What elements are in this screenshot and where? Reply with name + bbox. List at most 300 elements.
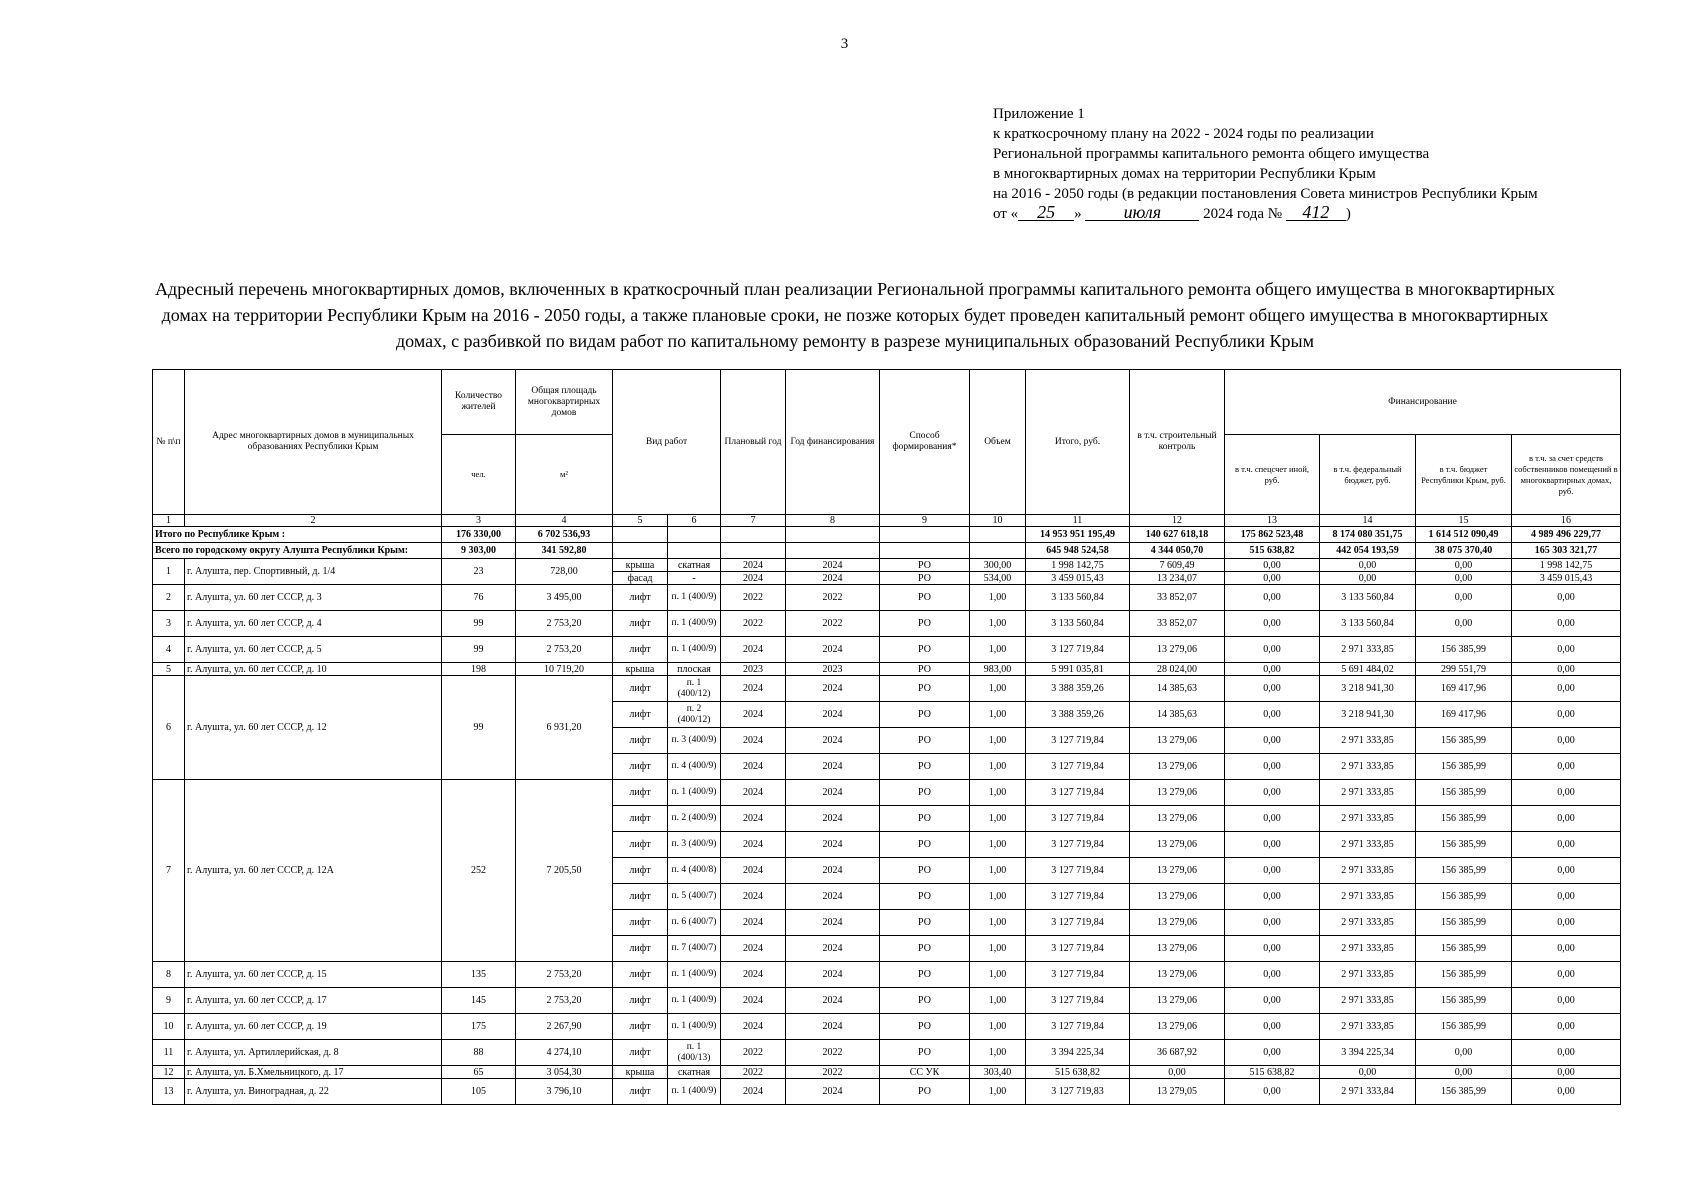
empty-cell — [668, 543, 721, 559]
date-prefix: от « — [993, 206, 1019, 222]
summary-label: Итого по Республике Крым : — [153, 527, 442, 543]
header-owners: в т.ч. за счет средств собственников помещений в многоквартирных домах, руб. — [1512, 435, 1621, 515]
date-month-handwritten: июля — [1085, 204, 1199, 221]
work-type: лифт — [613, 1014, 668, 1040]
house-num: 4 — [153, 637, 185, 663]
work-subtype: п. 1 (400/9) — [668, 611, 721, 637]
work-plan: 2022 — [721, 1040, 786, 1066]
work-control: 33 852,07 — [1130, 611, 1225, 637]
work-total: 3 127 719,84 — [1026, 858, 1130, 884]
work-fin: 2024 — [786, 806, 880, 832]
work-regional: 156 385,99 — [1416, 858, 1512, 884]
house-address: г. Алушта, ул. 60 лет СССР, д. 4 — [185, 611, 442, 637]
work-plan: 2024 — [721, 1079, 786, 1105]
work-federal: 3 394 225,34 — [1320, 1040, 1416, 1066]
work-total: 3 388 359,26 — [1026, 702, 1130, 728]
work-method: РО — [880, 663, 970, 676]
house-residents: 175 — [442, 1014, 516, 1040]
house-area: 10 719,20 — [516, 663, 613, 676]
work-fin: 2024 — [786, 988, 880, 1014]
empty-cell — [786, 543, 880, 559]
work-subtype: п. 1 (400/9) — [668, 1079, 721, 1105]
work-method: РО — [880, 806, 970, 832]
house-area: 2 267,90 — [516, 1014, 613, 1040]
summary-residents: 9 303,00 — [442, 543, 516, 559]
work-fin: 2024 — [786, 572, 880, 585]
work-volume: 300,00 — [970, 559, 1026, 572]
header-method: Способ формирования* — [880, 370, 970, 515]
work-method: РО — [880, 585, 970, 611]
appendix-line: Приложение 1 — [993, 106, 1085, 122]
work-plan: 2024 — [721, 780, 786, 806]
house-residents: 135 — [442, 962, 516, 988]
work-owners: 0,00 — [1512, 806, 1621, 832]
work-fin: 2024 — [786, 676, 880, 702]
house-num: 1 — [153, 559, 185, 585]
work-fin: 2024 — [786, 832, 880, 858]
work-owners: 0,00 — [1512, 611, 1621, 637]
work-control: 14 385,63 — [1130, 676, 1225, 702]
house-residents: 88 — [442, 1040, 516, 1066]
house-address: г. Алушта, ул. 60 лет СССР, д. 19 — [185, 1014, 442, 1040]
work-regional: 156 385,99 — [1416, 936, 1512, 962]
doc-number-handwritten: 412 — [1286, 204, 1346, 221]
work-owners: 0,00 — [1512, 1066, 1621, 1079]
work-spec: 0,00 — [1225, 559, 1320, 572]
work-subtype: п. 3 (400/9) — [668, 832, 721, 858]
work-subtype: п. 1 (400/12) — [668, 676, 721, 702]
summary-row — [153, 527, 1621, 543]
work-volume: 1,00 — [970, 780, 1026, 806]
work-total: 3 127 719,84 — [1026, 988, 1130, 1014]
table-row — [153, 1014, 1621, 1040]
work-control: 13 279,06 — [1130, 884, 1225, 910]
work-subtype: п. 6 (400/7) — [668, 910, 721, 936]
work-fin: 2023 — [786, 663, 880, 676]
work-regional: 156 385,99 — [1416, 962, 1512, 988]
header-address: Адрес многоквартирных домов в муниципальных образованиях Республики Крым — [185, 370, 442, 515]
work-subtype: п. 1 (400/9) — [668, 988, 721, 1014]
work-regional: 156 385,99 — [1416, 988, 1512, 1014]
work-owners: 0,00 — [1512, 1014, 1621, 1040]
work-method: РО — [880, 858, 970, 884]
work-spec: 0,00 — [1225, 780, 1320, 806]
table-row — [153, 611, 1621, 637]
column-number-row — [153, 515, 1621, 527]
empty-cell — [880, 527, 970, 543]
work-method: РО — [880, 754, 970, 780]
work-volume: 1,00 — [970, 858, 1026, 884]
work-control: 13 279,06 — [1130, 988, 1225, 1014]
work-regional: 156 385,99 — [1416, 637, 1512, 663]
work-spec: 0,00 — [1225, 884, 1320, 910]
work-fin: 2024 — [786, 884, 880, 910]
work-plan: 2024 — [721, 832, 786, 858]
work-method: РО — [880, 702, 970, 728]
date-sep: » — [1074, 206, 1082, 222]
work-federal: 2 971 333,85 — [1320, 962, 1416, 988]
appendix-block — [993, 104, 1538, 224]
work-total: 3 127 719,84 — [1026, 637, 1130, 663]
table-body — [153, 527, 1621, 1105]
house-area: 6 931,20 — [516, 676, 613, 780]
work-total: 3 127 719,84 — [1026, 1014, 1130, 1040]
work-type: лифт — [613, 884, 668, 910]
column-number: 12 — [1130, 515, 1225, 527]
house-residents: 99 — [442, 637, 516, 663]
house-area: 2 753,20 — [516, 637, 613, 663]
summary-label: Всего по городскому округу Алушта Республики Крым: — [153, 543, 442, 559]
column-number: 13 — [1225, 515, 1320, 527]
work-method: СС УК — [880, 1066, 970, 1079]
work-owners: 1 998 142,75 — [1512, 559, 1621, 572]
house-num: 8 — [153, 962, 185, 988]
work-federal: 3 133 560,84 — [1320, 585, 1416, 611]
work-total: 3 127 719,84 — [1026, 910, 1130, 936]
empty-cell — [970, 543, 1026, 559]
work-federal: 3 218 941,30 — [1320, 676, 1416, 702]
house-residents: 252 — [442, 780, 516, 962]
work-method: РО — [880, 1079, 970, 1105]
work-owners: 0,00 — [1512, 962, 1621, 988]
work-subtype: п. 2 (400/9) — [668, 806, 721, 832]
work-total: 3 127 719,84 — [1026, 806, 1130, 832]
work-method: РО — [880, 572, 970, 585]
header-residents-unit: чел. — [442, 435, 516, 515]
table-row — [153, 1079, 1621, 1105]
summary-total: 645 948 524,58 — [1026, 543, 1130, 559]
work-total: 3 127 719,84 — [1026, 832, 1130, 858]
house-area: 2 753,20 — [516, 611, 613, 637]
work-type: лифт — [613, 637, 668, 663]
work-total: 3 388 359,26 — [1026, 676, 1130, 702]
work-type: лифт — [613, 780, 668, 806]
work-total: 3 133 560,84 — [1026, 611, 1130, 637]
empty-cell — [668, 527, 721, 543]
header-work-type: Вид работ — [613, 370, 721, 515]
work-spec: 515 638,82 — [1225, 1066, 1320, 1079]
table-row — [153, 780, 1621, 806]
header-regional: в т.ч. бюджет Республики Крым, руб. — [1416, 435, 1512, 515]
column-number: 15 — [1416, 515, 1512, 527]
house-num: 5 — [153, 663, 185, 676]
work-plan: 2024 — [721, 884, 786, 910]
column-number: 1 — [153, 515, 185, 527]
work-federal: 2 971 333,85 — [1320, 858, 1416, 884]
work-regional: 0,00 — [1416, 572, 1512, 585]
summary-owners: 4 989 496 229,77 — [1512, 527, 1621, 543]
appendix-line: на 2016 - 2050 годы (в редакции постановления Совета министров Республики Крым — [993, 186, 1538, 202]
work-method: РО — [880, 637, 970, 663]
work-type: крыша — [613, 1066, 668, 1079]
work-control: 13 279,06 — [1130, 858, 1225, 884]
house-address: г. Алушта, ул. 60 лет СССР, д. 10 — [185, 663, 442, 676]
summary-area: 341 592,80 — [516, 543, 613, 559]
work-volume: 1,00 — [970, 754, 1026, 780]
summary-row — [153, 543, 1621, 559]
work-control: 14 385,63 — [1130, 702, 1225, 728]
header-federal: в т.ч. федеральный бюджет, руб. — [1320, 435, 1416, 515]
work-subtype: скатная — [668, 559, 721, 572]
work-volume: 1,00 — [970, 637, 1026, 663]
work-plan: 2024 — [721, 806, 786, 832]
work-owners: 0,00 — [1512, 858, 1621, 884]
work-plan: 2024 — [721, 910, 786, 936]
work-plan: 2024 — [721, 728, 786, 754]
work-volume: 1,00 — [970, 676, 1026, 702]
work-federal: 2 971 333,85 — [1320, 910, 1416, 936]
work-control: 13 279,06 — [1130, 936, 1225, 962]
work-subtype: п. 1 (400/13) — [668, 1040, 721, 1066]
work-fin: 2024 — [786, 702, 880, 728]
work-subtype: п. 4 (400/9) — [668, 754, 721, 780]
work-volume: 1,00 — [970, 806, 1026, 832]
work-total: 5 991 035,81 — [1026, 663, 1130, 676]
work-regional: 299 551,79 — [1416, 663, 1512, 676]
table-row — [153, 676, 1621, 702]
work-method: РО — [880, 1014, 970, 1040]
work-spec: 0,00 — [1225, 611, 1320, 637]
work-type: лифт — [613, 858, 668, 884]
work-owners: 0,00 — [1512, 884, 1621, 910]
work-spec: 0,00 — [1225, 728, 1320, 754]
work-owners: 0,00 — [1512, 780, 1621, 806]
header-area-unit: м² — [516, 435, 613, 515]
summary-federal: 442 054 193,59 — [1320, 543, 1416, 559]
header-spec: в т.ч. спецсчет иной, руб. — [1225, 435, 1320, 515]
house-area: 3 054,30 — [516, 1066, 613, 1079]
house-residents: 99 — [442, 611, 516, 637]
summary-control: 140 627 618,18 — [1130, 527, 1225, 543]
work-volume: 1,00 — [970, 1040, 1026, 1066]
table-row — [153, 1040, 1621, 1066]
work-volume: 1,00 — [970, 884, 1026, 910]
work-method: РО — [880, 1040, 970, 1066]
work-subtype: п. 1 (400/9) — [668, 1014, 721, 1040]
work-control: 7 609,49 — [1130, 559, 1225, 572]
work-spec: 0,00 — [1225, 962, 1320, 988]
work-plan: 2024 — [721, 988, 786, 1014]
header-control: в т.ч. строительный контроль — [1130, 370, 1225, 515]
work-type: лифт — [613, 910, 668, 936]
work-subtype: п. 1 (400/9) — [668, 585, 721, 611]
work-spec: 0,00 — [1225, 1040, 1320, 1066]
work-owners: 0,00 — [1512, 663, 1621, 676]
house-residents: 23 — [442, 559, 516, 585]
work-regional: 156 385,99 — [1416, 806, 1512, 832]
column-number: 5 — [613, 515, 668, 527]
work-spec: 0,00 — [1225, 910, 1320, 936]
date-year: 2024 года № — [1203, 206, 1283, 222]
work-total: 3 127 719,83 — [1026, 1079, 1130, 1105]
work-total: 1 998 142,75 — [1026, 559, 1130, 572]
column-number: 8 — [786, 515, 880, 527]
work-owners: 3 459 015,43 — [1512, 572, 1621, 585]
house-residents: 105 — [442, 1079, 516, 1105]
work-subtype: п. 1 (400/9) — [668, 637, 721, 663]
column-number: 9 — [880, 515, 970, 527]
house-num: 7 — [153, 780, 185, 962]
work-owners: 0,00 — [1512, 702, 1621, 728]
work-regional: 156 385,99 — [1416, 1014, 1512, 1040]
column-number: 14 — [1320, 515, 1416, 527]
column-number: 2 — [185, 515, 442, 527]
work-total: 3 459 015,43 — [1026, 572, 1130, 585]
work-type: лифт — [613, 585, 668, 611]
work-total: 3 394 225,34 — [1026, 1040, 1130, 1066]
work-total: 3 127 719,84 — [1026, 780, 1130, 806]
work-spec: 0,00 — [1225, 676, 1320, 702]
column-number: 4 — [516, 515, 613, 527]
empty-cell — [880, 543, 970, 559]
work-type: лифт — [613, 936, 668, 962]
work-total: 515 638,82 — [1026, 1066, 1130, 1079]
empty-cell — [721, 527, 786, 543]
work-method: РО — [880, 611, 970, 637]
work-total: 3 127 719,84 — [1026, 754, 1130, 780]
work-plan: 2024 — [721, 1014, 786, 1040]
column-number: 16 — [1512, 515, 1621, 527]
work-method: РО — [880, 962, 970, 988]
house-num: 6 — [153, 676, 185, 780]
work-spec: 0,00 — [1225, 663, 1320, 676]
work-method: РО — [880, 910, 970, 936]
work-subtype: п. 1 (400/9) — [668, 780, 721, 806]
table-row — [153, 559, 1621, 572]
work-type: лифт — [613, 728, 668, 754]
house-address: г. Алушта, ул. 60 лет СССР, д. 15 — [185, 962, 442, 988]
work-federal: 3 133 560,84 — [1320, 611, 1416, 637]
appendix-line: Региональной программы капитального ремонта общего имущества — [993, 146, 1430, 162]
work-method: РО — [880, 780, 970, 806]
work-owners: 0,00 — [1512, 728, 1621, 754]
work-regional: 156 385,99 — [1416, 884, 1512, 910]
house-num: 2 — [153, 585, 185, 611]
work-federal: 2 971 333,85 — [1320, 1014, 1416, 1040]
empty-cell — [970, 527, 1026, 543]
summary-federal: 8 174 080 351,75 — [1320, 527, 1416, 543]
work-plan: 2024 — [721, 572, 786, 585]
work-fin: 2024 — [786, 936, 880, 962]
work-volume: 1,00 — [970, 728, 1026, 754]
work-spec: 0,00 — [1225, 988, 1320, 1014]
work-spec: 0,00 — [1225, 702, 1320, 728]
work-control: 13 279,06 — [1130, 637, 1225, 663]
work-federal: 2 971 333,85 — [1320, 754, 1416, 780]
work-owners: 0,00 — [1512, 936, 1621, 962]
work-type: лифт — [613, 611, 668, 637]
house-address: г. Алушта, ул. Виноградная, д. 22 — [185, 1079, 442, 1105]
work-federal: 0,00 — [1320, 559, 1416, 572]
work-spec: 0,00 — [1225, 754, 1320, 780]
work-regional: 156 385,99 — [1416, 780, 1512, 806]
summary-total: 14 953 951 195,49 — [1026, 527, 1130, 543]
house-address: г. Алушта, ул. 60 лет СССР, д. 12 — [185, 676, 442, 780]
work-subtype: п. 1 (400/9) — [668, 962, 721, 988]
work-federal: 5 691 484,02 — [1320, 663, 1416, 676]
work-volume: 1,00 — [970, 702, 1026, 728]
work-federal: 2 971 333,85 — [1320, 806, 1416, 832]
work-subtype: п. 4 (400/8) — [668, 858, 721, 884]
house-address: г. Алушта, ул. 60 лет СССР, д. 3 — [185, 585, 442, 611]
work-subtype: п. 3 (400/9) — [668, 728, 721, 754]
work-regional: 169 417,96 — [1416, 702, 1512, 728]
house-area: 3 495,00 — [516, 585, 613, 611]
work-regional: 156 385,99 — [1416, 910, 1512, 936]
house-num: 13 — [153, 1079, 185, 1105]
work-plan: 2022 — [721, 1066, 786, 1079]
empty-cell — [721, 543, 786, 559]
work-method: РО — [880, 884, 970, 910]
work-control: 13 279,05 — [1130, 1079, 1225, 1105]
work-federal: 0,00 — [1320, 1066, 1416, 1079]
work-subtype: плоская — [668, 663, 721, 676]
appendix-date-line — [993, 204, 1538, 224]
appendix-line: к краткосрочному плану на 2022 - 2024 годы по реализации — [993, 126, 1374, 142]
work-type: лифт — [613, 1079, 668, 1105]
summary-control: 4 344 050,70 — [1130, 543, 1225, 559]
house-residents: 76 — [442, 585, 516, 611]
work-fin: 2024 — [786, 559, 880, 572]
summary-residents: 176 330,00 — [442, 527, 516, 543]
work-fin: 2024 — [786, 780, 880, 806]
work-volume: 303,40 — [970, 1066, 1026, 1079]
work-federal: 2 971 333,85 — [1320, 988, 1416, 1014]
work-spec: 0,00 — [1225, 637, 1320, 663]
work-volume: 1,00 — [970, 910, 1026, 936]
document-title: Адресный перечень многоквартирных домов, включенных в краткосрочный план реализации Региональной программы капитального ремонта общего имущества в многоквартирных домах на территории Республики Крым на 2016 - 2050 годы, а также плановые сроки, не позже которых будет проведен капитальный ремонт общего имущества в многоквартирных домах, с разбивкой по видам работ по капитальному ремонту в разрезе муниципальных образований Республики Крым — [155, 279, 1555, 351]
date-suffix: ) — [1345, 206, 1351, 222]
work-method: РО — [880, 676, 970, 702]
table-row — [153, 1066, 1621, 1079]
work-regional: 156 385,99 — [1416, 728, 1512, 754]
work-owners: 0,00 — [1512, 832, 1621, 858]
work-type: лифт — [613, 1040, 668, 1066]
house-num: 9 — [153, 988, 185, 1014]
work-method: РО — [880, 559, 970, 572]
work-total: 3 127 719,84 — [1026, 936, 1130, 962]
table-row — [153, 585, 1621, 611]
work-control: 13 279,06 — [1130, 910, 1225, 936]
work-plan: 2024 — [721, 962, 786, 988]
work-plan: 2024 — [721, 702, 786, 728]
empty-cell — [613, 543, 668, 559]
work-control: 13 279,06 — [1130, 1014, 1225, 1040]
summary-regional: 38 075 370,40 — [1416, 543, 1512, 559]
summary-owners: 165 303 321,77 — [1512, 543, 1621, 559]
work-total: 3 133 560,84 — [1026, 585, 1130, 611]
work-regional: 156 385,99 — [1416, 1079, 1512, 1105]
work-fin: 2022 — [786, 611, 880, 637]
empty-cell — [613, 527, 668, 543]
work-control: 13 279,06 — [1130, 806, 1225, 832]
work-type: лифт — [613, 962, 668, 988]
house-area: 2 753,20 — [516, 988, 613, 1014]
work-federal: 3 218 941,30 — [1320, 702, 1416, 728]
column-number: 3 — [442, 515, 516, 527]
header-volume: Объем — [970, 370, 1026, 515]
work-federal: 2 971 333,84 — [1320, 1079, 1416, 1105]
work-spec: 0,00 — [1225, 585, 1320, 611]
work-type: лифт — [613, 676, 668, 702]
house-address: г. Алушта, ул. Артиллерийская, д. 8 — [185, 1040, 442, 1066]
work-type: фасад — [613, 572, 668, 585]
house-area: 7 205,50 — [516, 780, 613, 962]
table-row — [153, 637, 1621, 663]
work-owners: 0,00 — [1512, 1040, 1621, 1066]
house-area: 4 274,10 — [516, 1040, 613, 1066]
work-volume: 1,00 — [970, 611, 1026, 637]
